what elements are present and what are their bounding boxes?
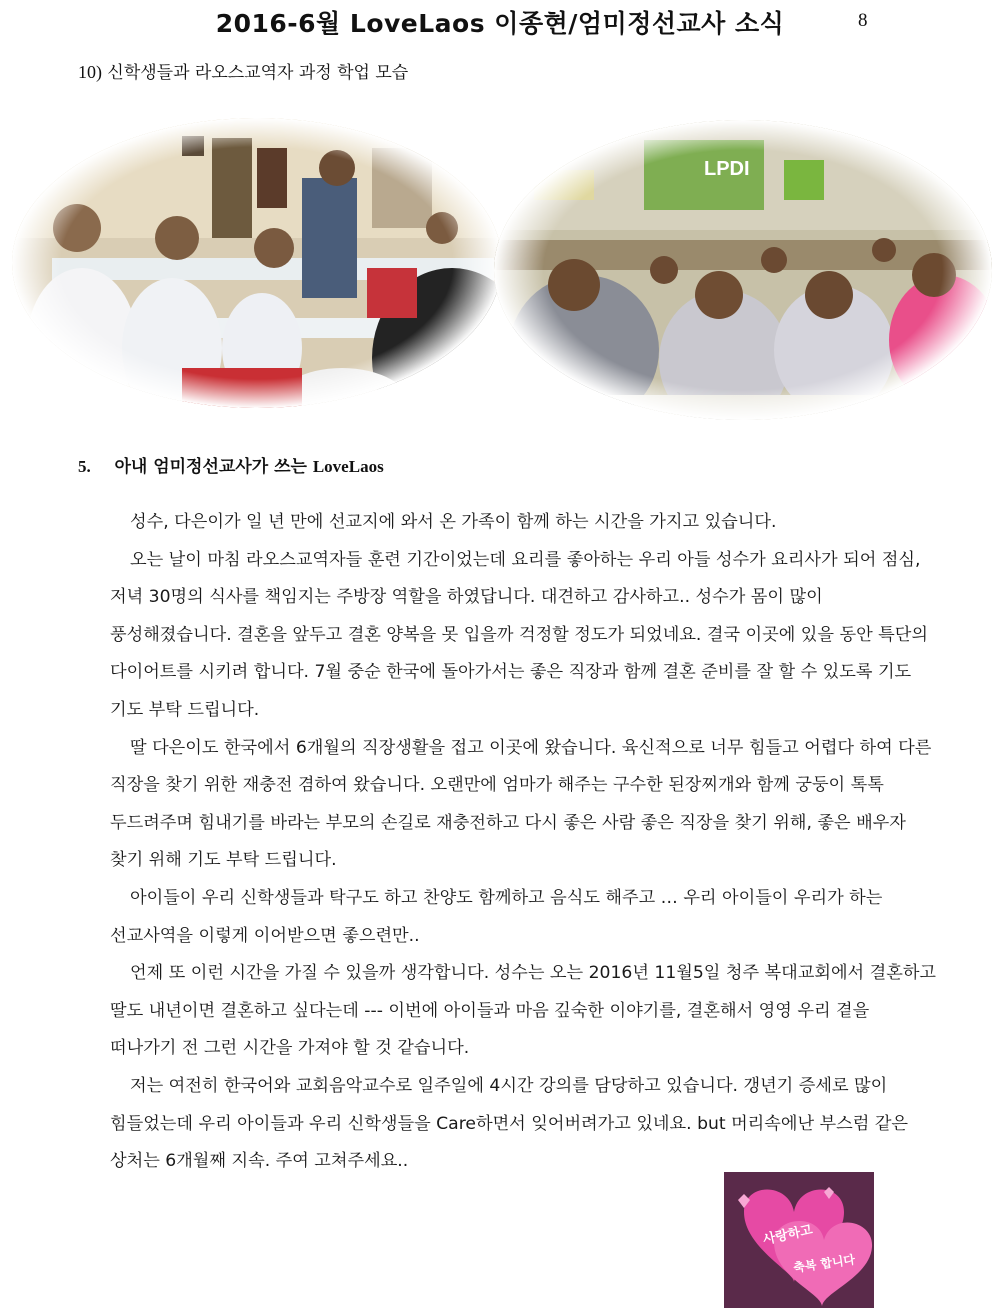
blessing-hearts-image	[724, 1172, 874, 1308]
paragraph: 성수, 다은이가 일 년 만에 선교지에 와서 온 가족이 함께 하는 시간을 가지고 있습니다.	[130, 512, 777, 532]
section-heading	[78, 452, 384, 477]
caption-text: 신학생들과 라오스교역자 과정 학업 모습	[107, 63, 409, 83]
photo-caption	[78, 58, 408, 83]
paragraph: 저는 여전히 한국어와 교회음악교수로 일주일에 4시간 강의를 담당하고 있습니다. 갱년기 증세로 많이 힘들었는데 우리 아이들과 우리 신학생들을 Care하면서 잊어버려가고 있네요. but 머리속에난 부스럼 같은 상처는 6개월째 지속. 주여 고쳐주세요..	[110, 1075, 909, 1172]
classroom-photo-pastors	[494, 120, 992, 420]
article-body	[110, 504, 940, 1181]
paragraph: 딸 다은이도 한국에서 6개월의 직장생활을 접고 이곳에 왔습니다. 육신적으로 너무 힘들고 어렵다 하여 다른 직장을 찾기 위한 재충전 겸하여 왔습니다. 오랜만에 엄마가 해주는 구수한 된장찌개와 함께 궁둥이 톡톡 두드려주며 힘내기를 바라는 부모의 손길로 재충전하고 다시 좋은 사람 좋은 직장을 찾기 위해, 좋은 배우자 찾기 위해 기도 부탁 드립니다.	[110, 737, 932, 871]
blessing-line-1: 사랑하고	[761, 1222, 814, 1248]
blessing-line-2: 축복 합니다	[792, 1252, 856, 1275]
caption-number: 10)	[78, 62, 102, 82]
paragraph: 오는 날이 마침 라오스교역자들 훈련 기간이었는데 요리를 좋아하는 우리 아들 성수가 요리사가 되어 점심, 저녁 30명의 식사를 책임지는 주방장 역할을 하였답니다. 대견하고 감사하고.. 성수가 몸이 많이 풍성해졌습니다. 결혼을 앞두고 결혼 양복을 못 입을까 걱정할 정도가 되었네요. 결국 이곳에 있을 동안 특단의 다이어트를 시키려 합니다. 7월 중순 한국에 돌아가서는 좋은 직장과 함께 결혼 준비를 잘 할 수 있도록 기도 기도 부탁 드립니다.	[110, 549, 928, 720]
page-number: 8	[858, 10, 868, 31]
section-title: 아내 엄미정선교사가 쓰는	[114, 457, 307, 477]
classroom-photo-students	[12, 118, 502, 408]
page-title: 2016-6월 LoveLaos 이종현/엄미정선교사 소식	[215, 9, 785, 38]
section-title-latin: LoveLaos	[312, 457, 384, 476]
paragraph: 언제 또 이런 시간을 가질 수 있을까 생각합니다. 성수는 오는 2016년 11월5일 청주 복대교회에서 결혼하고 딸도 내년이면 결혼하고 싶다는데 --- 이번에 아이들과 마음 깊숙한 이야기를, 결혼해서 영영 우리 곁을 떠나가기 전 그런 시간을 가져야 할 것 같습니다.	[110, 963, 937, 1059]
section-number: 5.	[78, 457, 91, 476]
paragraph: 아이들이 우리 신학생들과 탁구도 하고 찬양도 함께하고 음식도 해주고 … 우리 아이들이 우리가 하는 선교사역을 이렇게 이어받으면 좋으련만..	[110, 887, 883, 946]
